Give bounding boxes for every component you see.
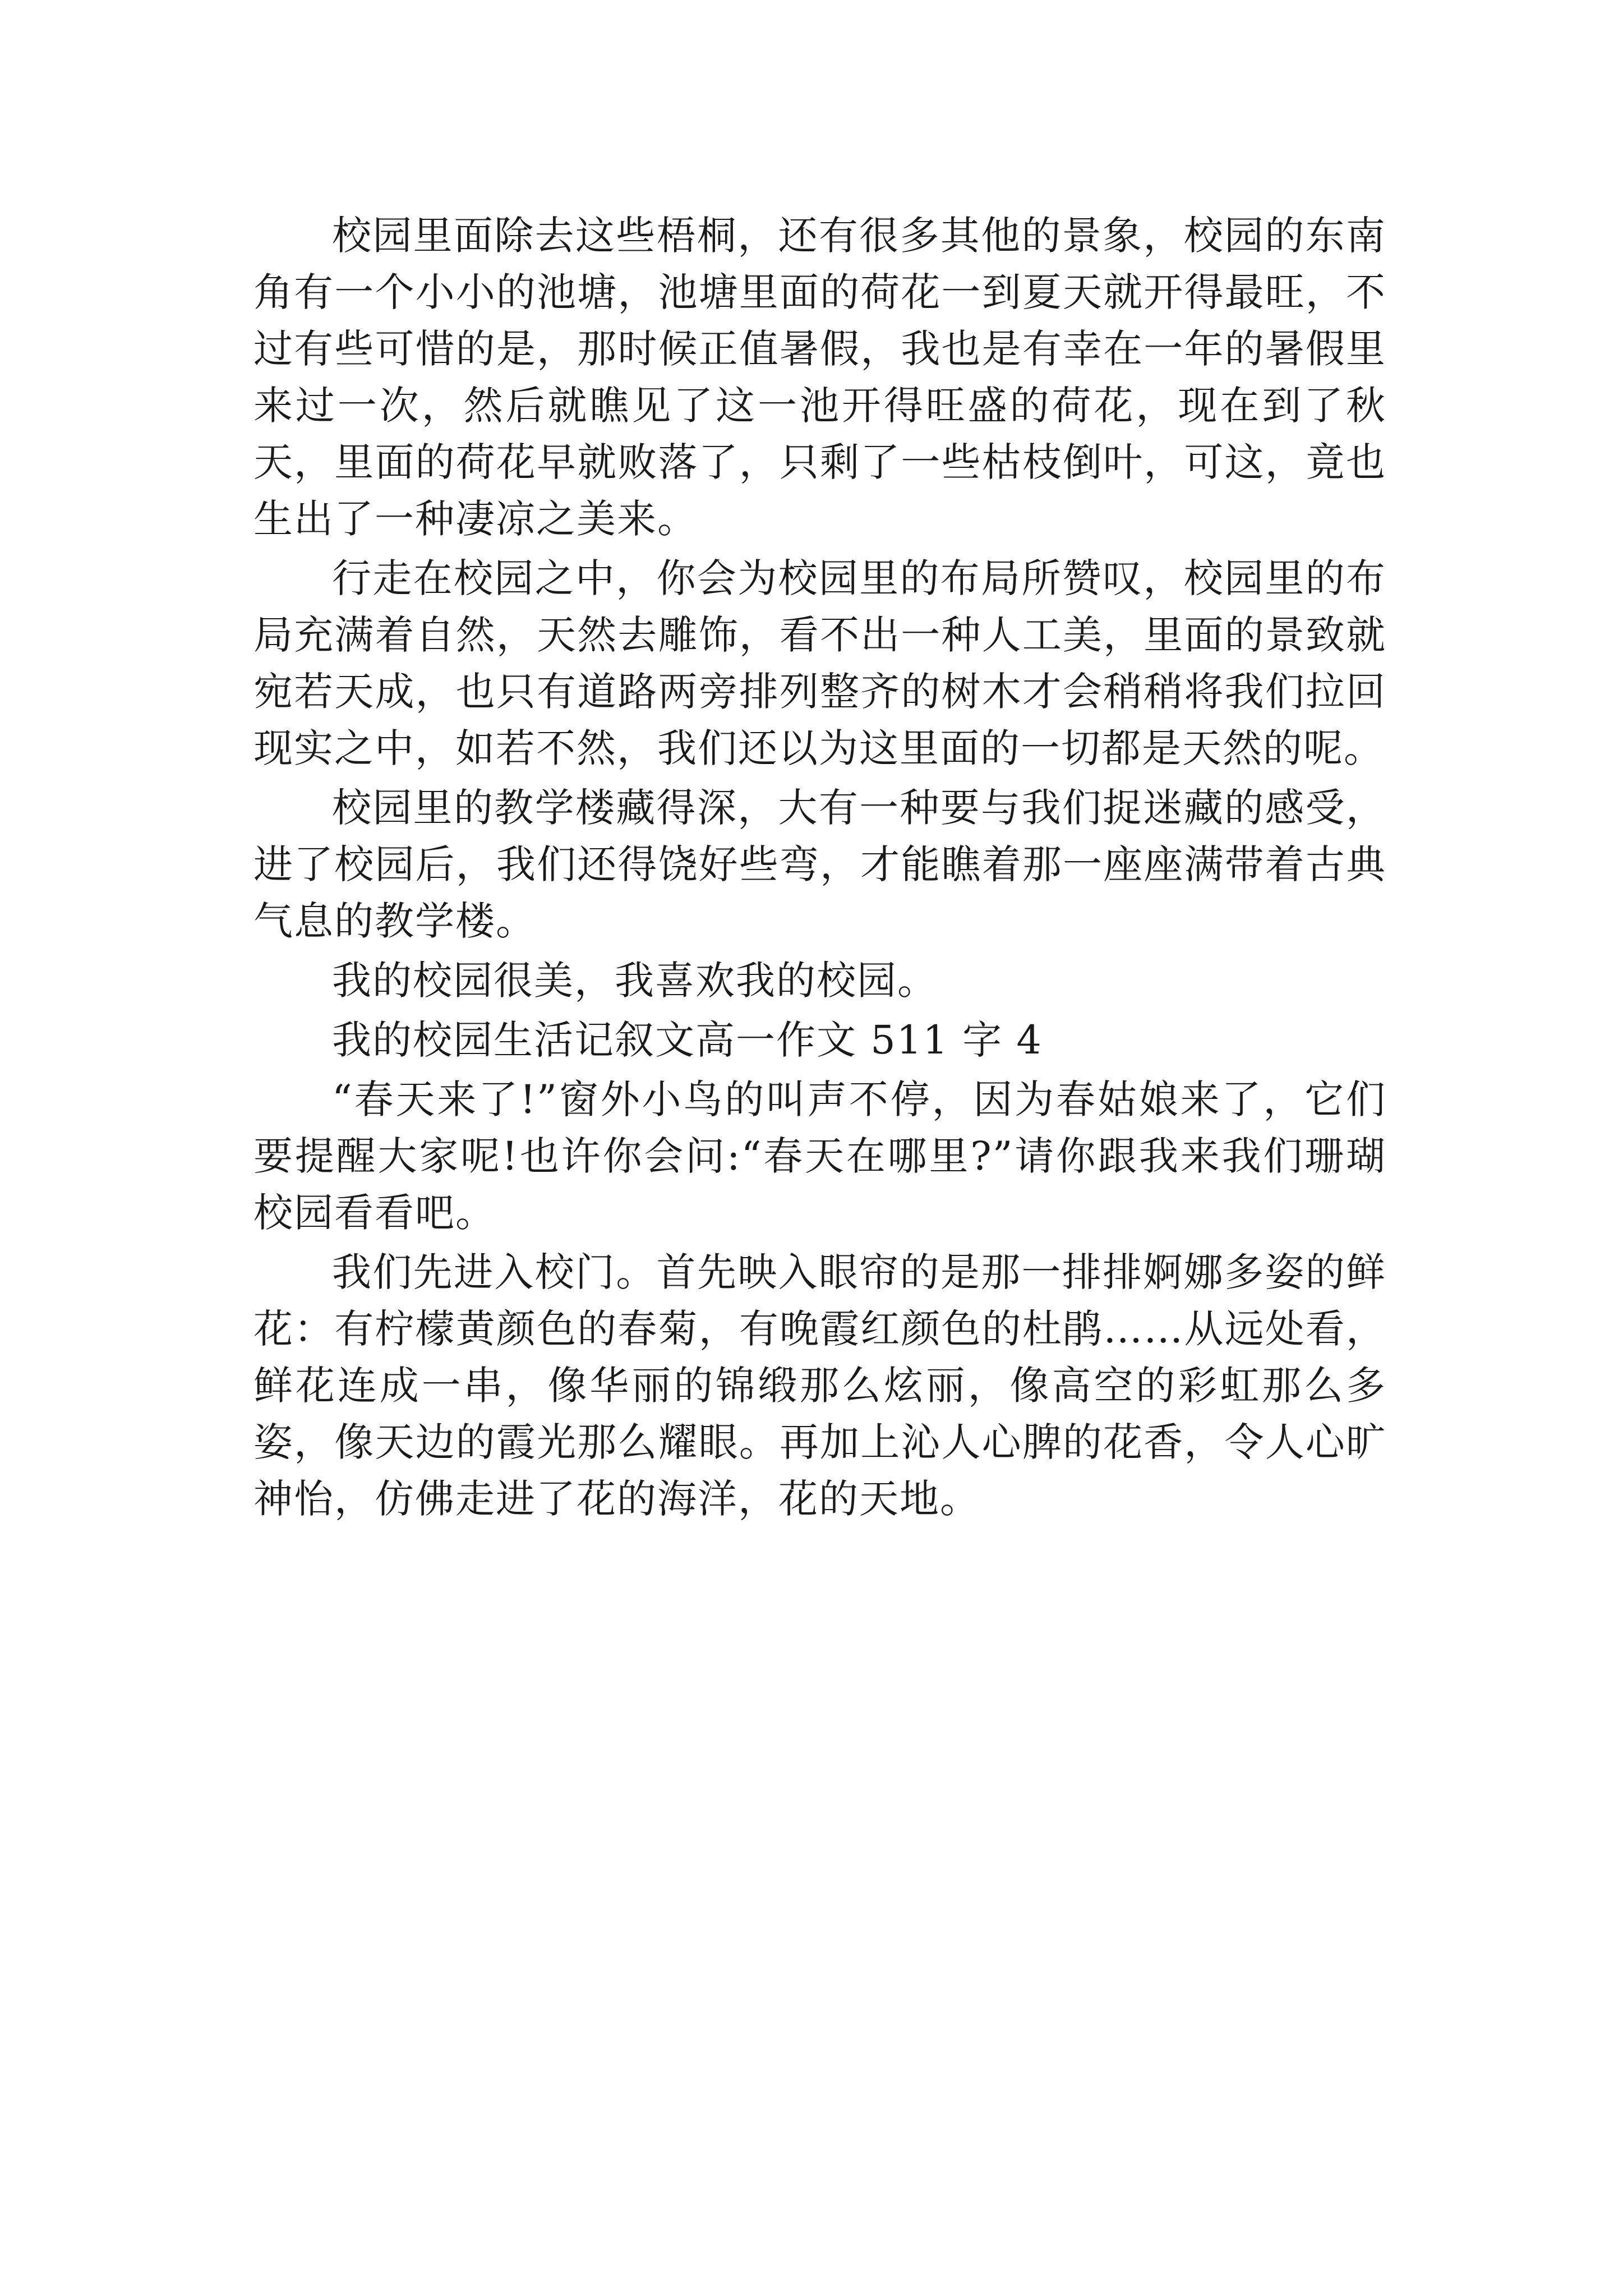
paragraph-layout: 行走在校园之中，你会为校园里的布局所赞叹，校园里的布局充满着自然，天然去雕饰，看不出一种人工美，里面的景致就宛若天成，也只有道路两旁排列整齐的树木才会稍稍将我们拉回现实之中，如若不然，我们还以为这里面的一切都是天然的呢。 (253, 555, 1386, 771)
essay-heading: 我的校园生活记叙文高一作文 511 字 4 (332, 1017, 1043, 1063)
paragraph-pond: 校园里面除去这些梧桐，还有很多其他的景象，校园的东南角有一个小小的池塘，池塘里面的荷花一到夏天就开得最旺，不过有些可惜的是，那时候正值暑假，我也是有幸在一年的暑假里来过一次，然后就瞧见了这一池开得旺盛的荷花，现在到了秋天，里面的荷花早就败落了，只剩了一些枯枝倒叶，可这，竟也生出了一种凄凉之美来。 (253, 213, 1386, 542)
paragraph-conclusion: 我的校园很美，我喜欢我的校园。 (332, 958, 938, 1004)
paragraph-flowers: 我们先进入校门。首先映入眼帘的是那一排排婀娜多姿的鲜花：有柠檬黄颜色的春菊，有晚霞红颜色的杜鹃……从远处看，鲜花连成一串，像华丽的锦缎那么炫丽，像高空的彩虹那么多姿，像天边的霞光那么耀眼。再加上沁人心脾的花香，令人心旷神怡，仿佛走进了花的海洋，花的天地。 (253, 1249, 1386, 1522)
paragraph-spring-arrives: “春天来了!”窗外小鸟的叫声不停，因为春姑娘来了，它们要提醒大家呢!也许你会问:“春天在哪里?”请你跟我来我们珊瑚校园看看吧。 (253, 1076, 1386, 1236)
paragraph-teaching-building: 校园里的教学楼藏得深，大有一种要与我们捉迷藏的感受，进了校园后，我们还得饶好些弯，才能瞧着那一座座满带着古典气息的教学楼。 (253, 785, 1386, 944)
document-body (253, 208, 1386, 1530)
